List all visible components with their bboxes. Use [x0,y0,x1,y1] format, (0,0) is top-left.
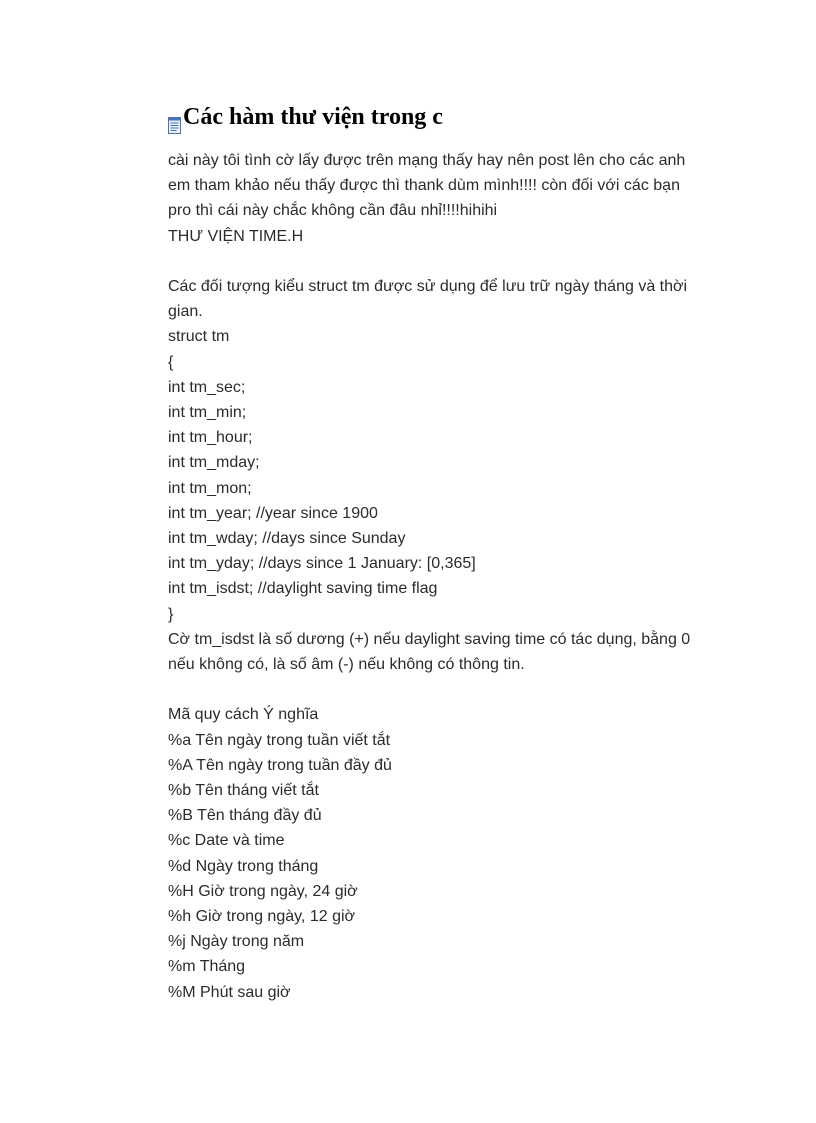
text-line: gian. [168,303,203,321]
format-code-item: %j Ngày trong năm [168,933,305,951]
format-code-item: %H Giờ trong ngày, 24 giờ [168,882,358,900]
format-code-item: %M Phút sau giờ [168,983,291,1001]
code-line: int tm_mday; [168,454,260,472]
section-heading: THƯ VIỆN TIME.H [168,227,304,245]
code-line: int tm_wday; //days since Sunday [168,530,406,548]
text-line: cài này tôi tình cờ lấy được trên mạng thấy hay nên post lên cho các anh [168,152,686,169]
format-header: Mã quy cách Ý nghĩa [168,706,319,724]
code-line: int tm_yday; //days since 1 January: [0,365] [168,555,476,573]
struct-code-block [168,324,728,626]
blank-line [168,677,728,702]
document-body [168,148,728,1005]
format-code-item: %c Date và time [168,832,285,850]
page-title [168,100,728,134]
code-line: int tm_year; //year since 1900 [168,504,378,522]
code-line: int tm_hour; [168,429,253,447]
code-line: } [168,605,174,623]
format-code-item: %d Ngày trong tháng [168,857,319,875]
format-code-item: %B Tên tháng đầy đủ [168,807,322,825]
blank-line [168,249,728,274]
code-line: int tm_isdst; //daylight saving time flag [168,580,438,598]
text-line: pro thì cái này chắc không cần đâu nhỉ!!!!hihihi [168,202,498,220]
text-line: nếu không có, là số âm (-) nếu không có thông tin. [168,656,525,674]
document-page [168,100,728,1005]
code-line: { [168,353,174,371]
format-codes-list [168,702,728,1004]
text-line: Các đối tượng kiểu struct tm được sử dụng để lưu trữ ngày tháng và thời [168,278,688,295]
code-line: int tm_min; [168,404,247,422]
page-title-text: Các hàm thư viện trong c [183,104,443,130]
isdst-note-paragraph [168,627,728,677]
format-code-item: %h Giờ trong ngày, 12 giờ [168,908,356,926]
format-code-item: %A Tên ngày trong tuần đầy đủ [168,756,392,774]
document-icon [168,110,181,127]
struct-intro-paragraph [168,274,728,324]
format-code-item: %a Tên ngày trong tuần viết tắt [168,731,391,749]
text-line: Cờ tm_isdst là số dương (+) nếu daylight saving time có tác dụng, bằng 0 [168,630,691,648]
code-line: int tm_sec; [168,378,246,396]
text-line: em tham khảo nếu thấy được thì thank dùm mình!!!! còn đối với các bạn [168,177,680,195]
format-code-item: %b Tên tháng viết tắt [168,782,319,800]
format-code-item: %m Tháng [168,958,246,976]
intro-paragraph [168,148,728,249]
code-line: struct tm [168,328,230,346]
code-line: int tm_mon; [168,479,252,497]
